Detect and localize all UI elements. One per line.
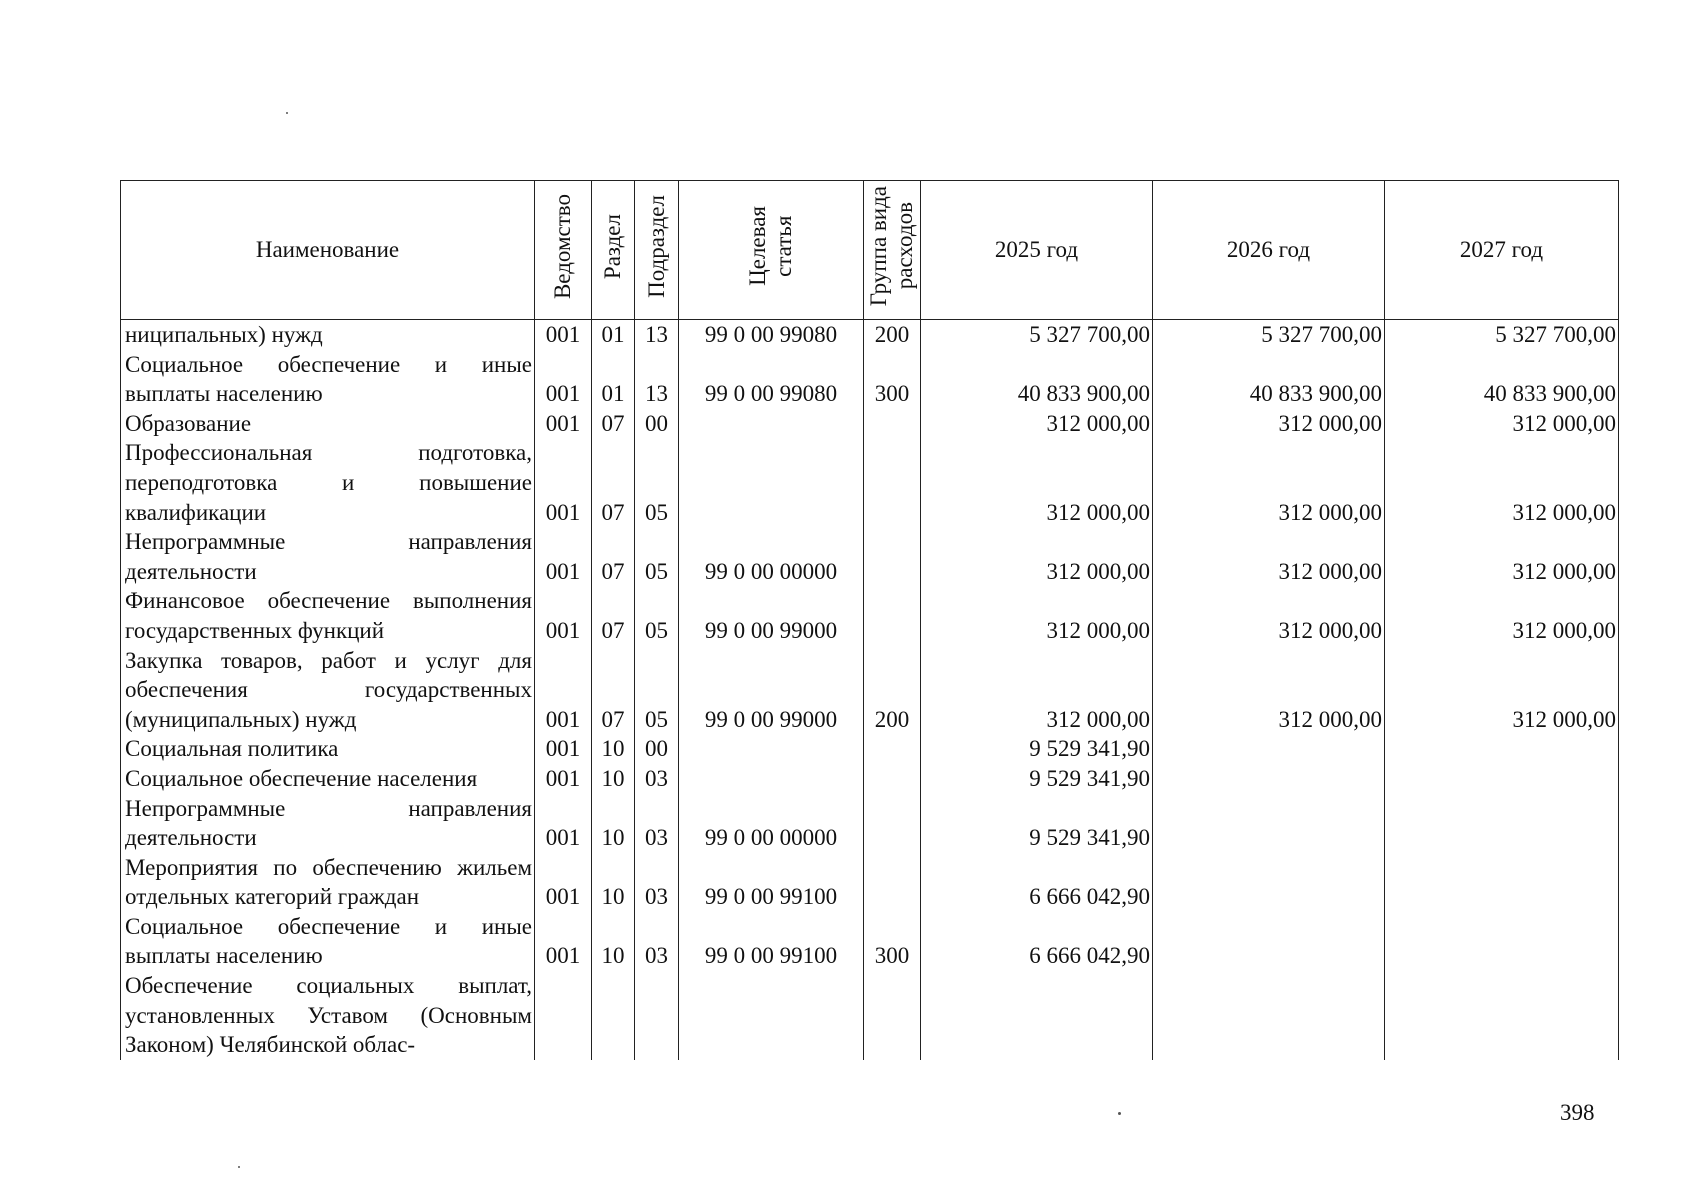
cell-razdel: 10 — [592, 794, 635, 853]
cell-2026: 312 000,00 — [1153, 409, 1385, 439]
cell-gruppa — [864, 409, 921, 439]
cell-gruppa: 200 — [864, 646, 921, 735]
cell-2026 — [1153, 734, 1385, 764]
cell-2027 — [1385, 853, 1619, 912]
cell-2026: 312 000,00 — [1153, 438, 1385, 527]
cell-2027 — [1385, 971, 1619, 1060]
cell-vedomstvo — [535, 971, 592, 1060]
cell-vedomstvo: 001 — [535, 764, 592, 794]
cell-gruppa — [864, 438, 921, 527]
cell-name: Непрограммные направления деятельности — [121, 794, 535, 853]
cell-2025: 40 833 900,00 — [921, 350, 1153, 409]
cell-gruppa — [864, 971, 921, 1060]
cell-gruppa — [864, 764, 921, 794]
cell-razdel: 07 — [592, 409, 635, 439]
cell-2027: 312 000,00 — [1385, 586, 1619, 645]
cell-razdel: 07 — [592, 438, 635, 527]
cell-name: Социальная политика — [121, 734, 535, 764]
table-row — [121, 734, 1619, 764]
cell-2025: 312 000,00 — [921, 527, 1153, 586]
cell-name: Образование — [121, 409, 535, 439]
cell-gruppa — [864, 794, 921, 853]
cell-vedomstvo: 001 — [535, 438, 592, 527]
cell-name: Финансовое обеспечение выполнения государственных функций — [121, 586, 535, 645]
header-vedomstvo: Ведомство — [535, 181, 592, 320]
cell-2026 — [1153, 853, 1385, 912]
cell-vedomstvo: 001 — [535, 794, 592, 853]
cell-vedomstvo: 001 — [535, 646, 592, 735]
cell-2027: 312 000,00 — [1385, 646, 1619, 735]
cell-2026: 312 000,00 — [1153, 527, 1385, 586]
cell-2027: 5 327 700,00 — [1385, 320, 1619, 350]
cell-podrazdel: 00 — [635, 409, 679, 439]
table-row — [121, 853, 1619, 912]
page-number: 398 — [1560, 1100, 1595, 1125]
cell-2026: 312 000,00 — [1153, 646, 1385, 735]
cell-celevaya-statya: 99 0 00 00000 — [679, 794, 864, 853]
header-gruppa-vida-rashodov: Группа вида расходов — [864, 181, 921, 320]
cell-gruppa: 300 — [864, 912, 921, 971]
cell-2025: 312 000,00 — [921, 586, 1153, 645]
cell-celevaya-statya — [679, 971, 864, 1060]
cell-podrazdel — [635, 971, 679, 1060]
cell-celevaya-statya — [679, 409, 864, 439]
cell-2025: 312 000,00 — [921, 438, 1153, 527]
cell-podrazdel: 03 — [635, 794, 679, 853]
table-row — [121, 350, 1619, 409]
cell-2027 — [1385, 794, 1619, 853]
cell-2025: 312 000,00 — [921, 409, 1153, 439]
cell-2026 — [1153, 912, 1385, 971]
cell-2027: 312 000,00 — [1385, 438, 1619, 527]
cell-name: Обеспечение социальных выплат, установленных Уставом (Основным Законом) Челябинской облас- — [121, 971, 535, 1060]
header-razdel: Раздел — [592, 181, 635, 320]
cell-celevaya-statya: 99 0 00 99000 — [679, 646, 864, 735]
cell-2025: 6 666 042,90 — [921, 853, 1153, 912]
scan-speck — [1118, 1112, 1121, 1115]
cell-name: Социальное обеспечение населения — [121, 764, 535, 794]
cell-celevaya-statya: 99 0 00 99080 — [679, 320, 864, 350]
table-row — [121, 912, 1619, 971]
cell-name: Социальное обеспечение и иные выплаты населению — [121, 350, 535, 409]
cell-celevaya-statya: 99 0 00 99080 — [679, 350, 864, 409]
cell-2025: 9 529 341,90 — [921, 764, 1153, 794]
cell-razdel — [592, 971, 635, 1060]
cell-razdel: 10 — [592, 734, 635, 764]
header-row — [121, 181, 1619, 320]
cell-celevaya-statya — [679, 764, 864, 794]
cell-podrazdel: 03 — [635, 853, 679, 912]
cell-2027 — [1385, 764, 1619, 794]
table-row — [121, 409, 1619, 439]
cell-2027: 40 833 900,00 — [1385, 350, 1619, 409]
cell-razdel: 01 — [592, 320, 635, 350]
cell-gruppa: 300 — [864, 350, 921, 409]
cell-razdel: 10 — [592, 764, 635, 794]
budget-table — [120, 180, 1619, 1060]
cell-podrazdel: 03 — [635, 912, 679, 971]
cell-2027 — [1385, 912, 1619, 971]
cell-razdel: 07 — [592, 586, 635, 645]
table-row — [121, 438, 1619, 527]
table-body — [121, 320, 1619, 1060]
header-year-2026: 2026 год — [1153, 181, 1385, 320]
cell-2026: 312 000,00 — [1153, 586, 1385, 645]
cell-2026: 40 833 900,00 — [1153, 350, 1385, 409]
cell-celevaya-statya: 99 0 00 00000 — [679, 527, 864, 586]
cell-podrazdel: 13 — [635, 350, 679, 409]
table-row — [121, 764, 1619, 794]
cell-name: Профессиональная подготовка, переподготовка и повышение квалификации — [121, 438, 535, 527]
cell-2025: 9 529 341,90 — [921, 734, 1153, 764]
cell-name: Закупка товаров, работ и услуг для обеспечения государственных (муниципальных) нужд — [121, 646, 535, 735]
table-row — [121, 646, 1619, 735]
cell-name: ниципальных) нужд — [121, 320, 535, 350]
cell-podrazdel: 00 — [635, 734, 679, 764]
cell-razdel: 10 — [592, 912, 635, 971]
cell-celevaya-statya: 99 0 00 99100 — [679, 912, 864, 971]
cell-razdel: 07 — [592, 527, 635, 586]
cell-podrazdel: 13 — [635, 320, 679, 350]
cell-gruppa — [864, 734, 921, 764]
cell-gruppa — [864, 853, 921, 912]
scan-speck — [286, 112, 288, 114]
scan-speck — [238, 1166, 240, 1168]
cell-podrazdel: 05 — [635, 586, 679, 645]
cell-razdel: 01 — [592, 350, 635, 409]
header-year-2027: 2027 год — [1385, 181, 1619, 320]
cell-razdel: 07 — [592, 646, 635, 735]
cell-vedomstvo: 001 — [535, 853, 592, 912]
cell-vedomstvo: 001 — [535, 527, 592, 586]
cell-name: Непрограммные направления деятельности — [121, 527, 535, 586]
cell-vedomstvo: 001 — [535, 320, 592, 350]
cell-podrazdel: 05 — [635, 646, 679, 735]
table-row — [121, 527, 1619, 586]
cell-name: Мероприятия по обеспечению жильем отдельных категорий граждан — [121, 853, 535, 912]
header-year-2025: 2025 год — [921, 181, 1153, 320]
cell-celevaya-statya: 99 0 00 99000 — [679, 586, 864, 645]
cell-2026: 5 327 700,00 — [1153, 320, 1385, 350]
header-celevaya-statya: Целевая статья — [679, 181, 864, 320]
cell-2027 — [1385, 734, 1619, 764]
table-row — [121, 971, 1619, 1060]
cell-2027: 312 000,00 — [1385, 527, 1619, 586]
cell-vedomstvo: 001 — [535, 586, 592, 645]
cell-2025 — [921, 971, 1153, 1060]
cell-2026 — [1153, 764, 1385, 794]
cell-celevaya-statya — [679, 438, 864, 527]
header-podrazdel: Подраздел — [635, 181, 679, 320]
cell-gruppa — [864, 586, 921, 645]
table-row — [121, 586, 1619, 645]
cell-2025: 6 666 042,90 — [921, 912, 1153, 971]
cell-vedomstvo: 001 — [535, 350, 592, 409]
cell-2025: 9 529 341,90 — [921, 794, 1153, 853]
cell-celevaya-statya: 99 0 00 99100 — [679, 853, 864, 912]
header-name: Наименование — [121, 181, 535, 320]
cell-razdel: 10 — [592, 853, 635, 912]
table-row — [121, 794, 1619, 853]
cell-2025: 312 000,00 — [921, 646, 1153, 735]
cell-podrazdel: 03 — [635, 764, 679, 794]
cell-podrazdel: 05 — [635, 438, 679, 527]
cell-2027: 312 000,00 — [1385, 409, 1619, 439]
cell-gruppa — [864, 527, 921, 586]
cell-2026 — [1153, 971, 1385, 1060]
cell-gruppa: 200 — [864, 320, 921, 350]
cell-2026 — [1153, 794, 1385, 853]
cell-vedomstvo: 001 — [535, 734, 592, 764]
cell-name: Социальное обеспечение и иные выплаты населению — [121, 912, 535, 971]
cell-vedomstvo: 001 — [535, 912, 592, 971]
table-row — [121, 320, 1619, 350]
cell-vedomstvo: 001 — [535, 409, 592, 439]
cell-2025: 5 327 700,00 — [921, 320, 1153, 350]
cell-podrazdel: 05 — [635, 527, 679, 586]
cell-celevaya-statya — [679, 734, 864, 764]
